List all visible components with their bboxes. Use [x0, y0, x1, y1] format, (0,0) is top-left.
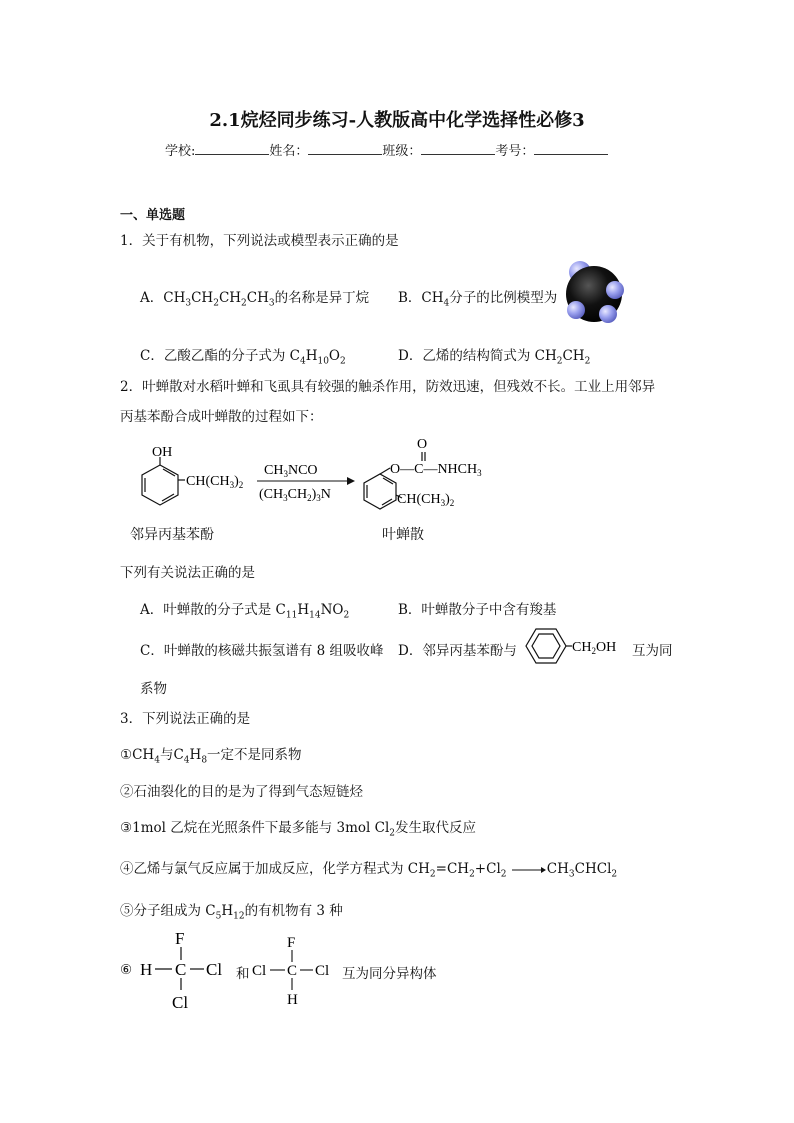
- atom-h: H: [140, 960, 153, 979]
- class-label: 班级：: [382, 144, 422, 159]
- q2-option-c: C．叶蝉散的核磁共振氢谱有 8 组吸收峰: [140, 643, 384, 659]
- atom-c: C: [287, 963, 298, 979]
- number-blank[interactable]: [534, 142, 608, 155]
- reagent-top: $CH_3NCO$: [264, 463, 318, 479]
- reactant-oh: OH: [152, 445, 173, 460]
- benzene-icon: [526, 629, 572, 663]
- product-carbonyl-o: O: [417, 437, 428, 452]
- product-isopropyl: $CH(CH_3)_2$: [397, 492, 455, 508]
- name-label: 姓名：: [269, 144, 309, 159]
- school-label: 学校:: [165, 144, 196, 159]
- q1-stem: 1．关于有机物，下列说法或模型表示正确的是: [120, 233, 399, 249]
- q2-stem-line1: 2．叶蝉散对水稻叶蝉和飞虱具有较强的触杀作用，防效迅速，但残效不长。工业上用邻异: [120, 379, 656, 395]
- q3-statement-3: ③1mol 乙烷在光照条件下最多能与 3mol $Cl_2$发生取代反应: [120, 820, 477, 839]
- q2-option-b: B．叶蝉散分子中含有羧基: [398, 602, 557, 618]
- q3-statement-6-tail: 互为同分异构体: [342, 966, 437, 982]
- h-atom-sphere: [606, 281, 624, 299]
- structure-2: [250, 932, 340, 1008]
- product-ester-chain: $O—C—NHCH_3$: [390, 462, 482, 478]
- atom-cl: Cl: [315, 963, 330, 979]
- and-text: 和: [236, 966, 250, 982]
- reaction-arrow-head: [347, 477, 355, 485]
- atom-h: H: [287, 992, 298, 1008]
- atom-c: C: [175, 960, 187, 979]
- q3-statement-1: $①CH_4$与$C_4H_8$一定不是同系物: [120, 747, 302, 766]
- number-label: 考号：: [495, 144, 535, 159]
- q1-option-b: B．$CH_4$分子的比例模型为: [398, 290, 558, 309]
- structure-1: [138, 926, 238, 1012]
- q3-statement-2: ②石油裂化的目的是为了得到气态短链烃: [120, 784, 363, 800]
- q1-option-a: A．$CH_3CH_2CH_2CH_3$的名称是异丁烷: [140, 290, 370, 309]
- h-atom-sphere: [599, 305, 617, 323]
- q3-statement-6-num: ⑥: [120, 962, 133, 978]
- atom-cl: Cl: [172, 993, 189, 1012]
- ch2oh-group: $CH_2OH$: [572, 640, 617, 656]
- q3-stem: 3．下列说法正确的是: [120, 711, 251, 727]
- q2-question: 下列有关说法正确的是: [120, 565, 255, 581]
- student-info-line: [165, 140, 608, 159]
- reactant-isopropyl: $CH(CH_3)_2$: [186, 474, 244, 490]
- section-heading: 一、单选题: [120, 208, 186, 223]
- product-label: 叶蝉散: [382, 528, 424, 543]
- q2-option-a: A．叶蝉散的分子式是 $C_{11}H_{14}NO_2$: [140, 602, 350, 621]
- page-title: 2.1烷烃同步练习-人教版高中化学选择性必修3: [209, 110, 585, 131]
- q1-option-c: C．乙酸乙酯的分子式为 $C_4H_{10}O_2$: [140, 348, 346, 367]
- q2-option-d-wrap: 系物: [140, 681, 167, 697]
- atom-cl: Cl: [252, 963, 267, 979]
- q1-option-d: D．乙烯的结构简式为 $CH_2CH_2$: [398, 348, 591, 367]
- h-atom-sphere: [567, 301, 585, 319]
- school-blank[interactable]: [195, 142, 269, 155]
- atom-f: F: [287, 935, 296, 951]
- q3-statement-4: ④乙烯与氯气反应属于加成反应，化学方程式为 $CH_2=CH_2+Cl_2$ $CH_3CHCl_2$: [120, 861, 618, 880]
- q2-option-d-tail: 互为同: [632, 643, 673, 659]
- q2-option-d: D．邻异丙基苯酚与: [398, 643, 517, 659]
- name-blank[interactable]: [308, 142, 382, 155]
- atom-cl: Cl: [206, 960, 223, 979]
- q2-stem-line2: 丙基苯酚合成叶蝉散的过程如下：: [120, 409, 323, 425]
- reaction-arrow-icon: [511, 865, 547, 875]
- reagent-bottom: $(CH_3CH_2)_3N$: [259, 487, 331, 503]
- ch4-model-icon: [558, 258, 628, 326]
- class-blank[interactable]: [421, 142, 495, 155]
- atom-f: F: [175, 929, 185, 948]
- reactant-benzene-icon: [142, 457, 185, 505]
- reactant-label: 邻异丙基苯酚: [130, 528, 214, 543]
- q3-statement-5: ⑤分子组成为 $C_5H_{12}$的有机物有 3 种: [120, 903, 343, 922]
